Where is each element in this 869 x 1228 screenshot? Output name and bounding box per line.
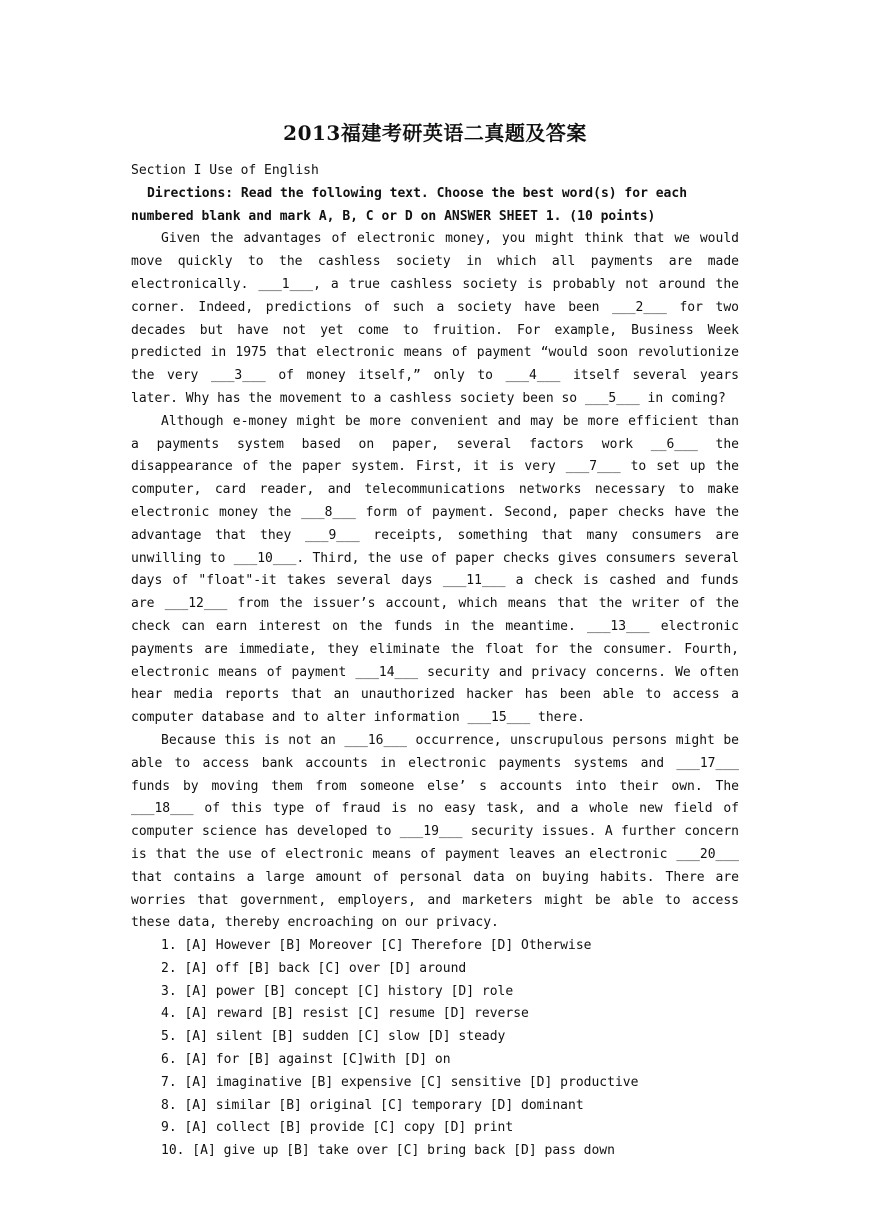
option-item-10: 10. [A] give up [B] take over [C] bring back [D] pass down — [161, 1143, 615, 1159]
option-item-6: 6. [A] for [B] against [C]with [D] on — [161, 1052, 451, 1068]
directions-text: Directions: Read the following text. Choose the best word(s) for each numbered blank and mark A, B, C or D on ANSWER SHEET 1. (10 points) — [131, 185, 688, 224]
document-title: 2013福建考研英语二真题及答案 — [283, 121, 587, 146]
option-item-7: 7. [A] imaginative [B] expensive [C] sensitive [D] productive — [161, 1074, 639, 1090]
option-item-9: 9. [A] collect [B] provide [C] copy [D] print — [161, 1120, 514, 1136]
exam-body — [131, 160, 739, 1163]
option-item-8: 8. [A] similar [B] original [C] temporary [D] dominant — [161, 1097, 584, 1113]
option-item-4: 4. [A] reward [B] resist [C] resume [D] reverse — [161, 1006, 529, 1022]
passage-paragraph-3: Because this is not an ___16___ occurrence, unscrupulous persons might be able to access bank accounts in electronic payments systems and ___17___ funds by moving them from someone else’ s accounts into their own. The ___18___ of this type of fraud is no easy task, and a whole new field of computer science has developed to ___19___ security issues. A further concern is that the use of electronic means of payment leaves an electronic ___20___ that contains a large amount of personal data on buying habits. There are worries that government, employers, and marketers might be able to access these data, thereby encroaching on our privacy. — [131, 732, 739, 931]
answer-options-list — [131, 935, 739, 1163]
passage-paragraph-1: Given the advantages of electronic money, you might think that we would move quickly to the cashless society in which all payments are made electronically. ___1___, a true cashless society is probably not around the corner. Indeed, predictions of such a society have been ___2___ for two decades but have not yet come to fruition. For example, Business Week predicted in 1975 that electronic means of payment “would soon revolutionize the very ___3___ of money itself,” only to ___4___ itself several years later. Why has the movement to a cashless society been so ___5___ in coming? — [131, 231, 739, 406]
option-item-5: 5. [A] silent [B] sudden [C] slow [D] steady — [161, 1029, 506, 1045]
option-item-1: 1. [A] However [B] Moreover [C] Therefore [D] Otherwise — [161, 938, 592, 954]
option-item-3: 3. [A] power [B] concept [C] history [D] role — [161, 983, 514, 999]
option-item-2: 2. [A] off [B] back [C] over [D] around — [161, 960, 467, 976]
section-heading: Section I Use of English — [131, 163, 319, 178]
passage-paragraph-2: Although e-money might be more convenient and may be more efficient than a payments system based on paper, several factors work __6___ the disappearance of the paper system. First, it is very ___7___ to set up the computer, card reader, and telecommunications networks necessary to make electronic money the ___8___ form of payment. Second, paper checks have the advantage that they ___9___ receipts, something that many consumers are unwilling to ___10___. Third, the use of paper checks gives consumers several days of "float"-it takes several days ___11___ a check is cashed and funds are ___12___ from the issuer’s account, which means that the writer of the check can earn interest on the funds in the meantime. ___13___ electronic payments are immediate, they eliminate the float for the consumer. Fourth, electronic means of payment ___14___ security and privacy concerns. We often hear media reports that an unauthorized hacker has been able to access a computer database and to alter information ___15___ there. — [131, 413, 739, 726]
